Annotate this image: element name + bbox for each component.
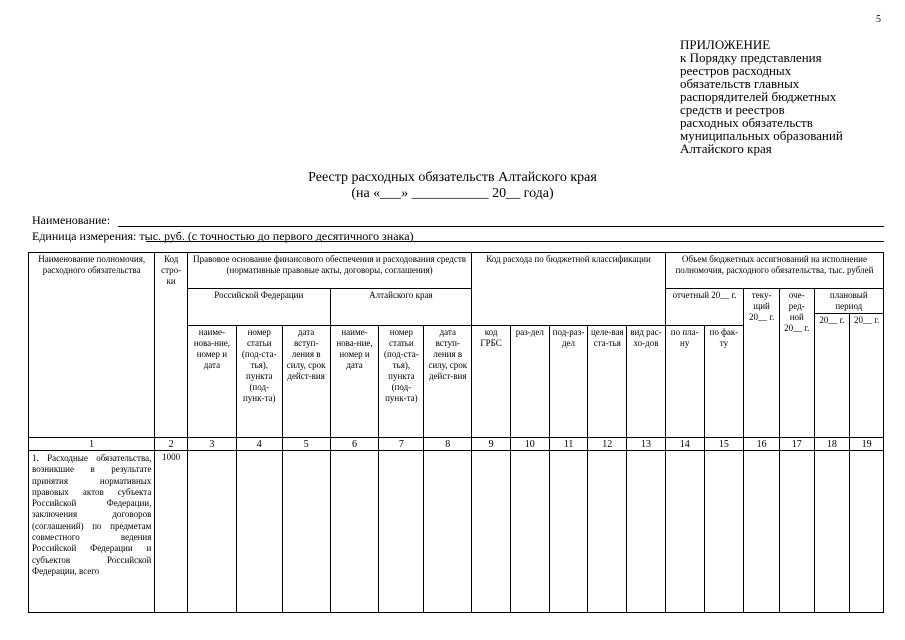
empty-cell (549, 451, 588, 613)
header-grbs: код ГРБС (472, 326, 511, 438)
column-number: 4 (236, 438, 282, 451)
unit-label-text: Единица измерения: (32, 229, 137, 243)
empty-cell (779, 451, 814, 613)
empty-cell (379, 451, 424, 613)
appendix-line: распорядителей бюджетных (680, 89, 837, 104)
header-rf-article: номер статьи (под-ста-тья), пункта (под-пунк-та) (236, 326, 282, 438)
header-by-fact: по фак-ту (704, 326, 744, 438)
column-number: 5 (282, 438, 330, 451)
appendix-line: муниципальных образований (680, 128, 843, 143)
empty-cell (588, 451, 627, 613)
column-number: 10 (510, 438, 549, 451)
column-number: 6 (330, 438, 379, 451)
header-ak: Алтайского края (330, 289, 472, 326)
header-ak-name: наиме-нова-ние, номер и дата (330, 326, 379, 438)
empty-cell (704, 451, 744, 613)
empty-cell (665, 451, 704, 613)
header-planning: плановый период (814, 289, 883, 314)
header-rf-date: дата вступ-ления в силу, срок дейст-вия (282, 326, 330, 438)
appendix-line: средств и реестров (680, 102, 785, 117)
page-number: 5 (876, 14, 881, 25)
header-legal-basis: Правовое основание финансового обеспечения и расходования средств (нормативные правовые акты, договоры, соглашения) (187, 253, 471, 289)
empty-cell (510, 451, 549, 613)
header-target-article: целе-вая ста-тья (588, 326, 627, 438)
empty-cell (472, 451, 511, 613)
unit-underline (146, 241, 884, 242)
appendix-line: Алтайского края (680, 141, 772, 156)
column-number: 18 (814, 438, 850, 451)
header-volume: Объем бюджетных ассигнований на исполнение полномочия, расходного обязательства, тыс. рублей (665, 253, 883, 289)
header-section: раз-дел (510, 326, 549, 438)
column-number: 2 (155, 438, 188, 451)
column-number: 1 (29, 438, 155, 451)
column-number: 17 (779, 438, 814, 451)
header-rf: Российской Федерации (187, 289, 330, 326)
header-name: Наименование полномочия, расходного обязательства (29, 253, 155, 438)
column-number: 9 (472, 438, 511, 451)
empty-cell (627, 451, 666, 613)
appendix-line: расходных обязательств (680, 115, 813, 130)
title-line-1: Реестр расходных обязательств Алтайского края (308, 170, 597, 185)
column-number: 3 (187, 438, 236, 451)
column-number: 16 (744, 438, 780, 451)
header-subsection: под-раз-дел (549, 326, 588, 438)
name-underline (118, 226, 884, 227)
header-ak-date: дата вступ-ления в силу, срок дейст-вия (424, 326, 472, 438)
empty-cell (744, 451, 780, 613)
header-current: теку-щий 20__ г. (744, 289, 780, 438)
column-number: 11 (549, 438, 588, 451)
table-row (29, 451, 884, 613)
column-number: 8 (424, 438, 472, 451)
empty-cell (236, 451, 282, 613)
column-number: 19 (850, 438, 884, 451)
header-expense-type: вид рас-хо-дов (627, 326, 666, 438)
header-plan-year-2: 20__ г. (850, 314, 884, 438)
column-number: 12 (588, 438, 627, 451)
header-ak-article: номер статьи (под-ста-тья), пункта (под-пунк-та) (379, 326, 424, 438)
empty-cell (424, 451, 472, 613)
header-classification: Код расхода по бюджетной классификации (472, 253, 666, 326)
header-reporting: отчетный 20__ г. (665, 289, 743, 326)
header-code: Код стро-ки (155, 253, 188, 438)
header-next: оче-ред-ной 20__ г. (779, 289, 814, 438)
column-number: 14 (665, 438, 704, 451)
name-label: Наименование: (32, 213, 111, 227)
empty-cell (282, 451, 330, 613)
header-rf-name: наиме-нова-ние, номер и дата (187, 326, 236, 438)
row-code: 1000 (155, 451, 188, 613)
appendix-line: ПРИЛОЖЕНИЕ (680, 37, 771, 52)
row-name: 1. Расходные обязательства, возникшие в результате принятия нормативных правовых актов субъекта Российской Федерации, заключения договоров (соглашений) по предметам совместного ведения Российской Федерации и субъектов Российской Федерации, всего (29, 451, 155, 613)
unit-value: тыс. руб. (с точностью до первого десятичного знака) (139, 229, 414, 243)
empty-cell (814, 451, 850, 613)
header-plan-year-1: 20__ г. (814, 314, 850, 438)
empty-cell (187, 451, 236, 613)
registry-table (28, 252, 884, 613)
title-line-2: (на «___» ___________ 20__ года) (351, 186, 554, 201)
appendix-line: к Порядку представления (680, 50, 822, 65)
column-number: 13 (627, 438, 666, 451)
header-by-plan: по пла-ну (665, 326, 704, 438)
empty-cell (330, 451, 379, 613)
document-title (0, 170, 905, 202)
appendix-line: обязательств главных (680, 76, 800, 91)
column-number: 15 (704, 438, 744, 451)
appendix-block (680, 38, 843, 155)
empty-cell (850, 451, 884, 613)
appendix-line: реестров расходных (680, 63, 792, 78)
column-number: 7 (379, 438, 424, 451)
